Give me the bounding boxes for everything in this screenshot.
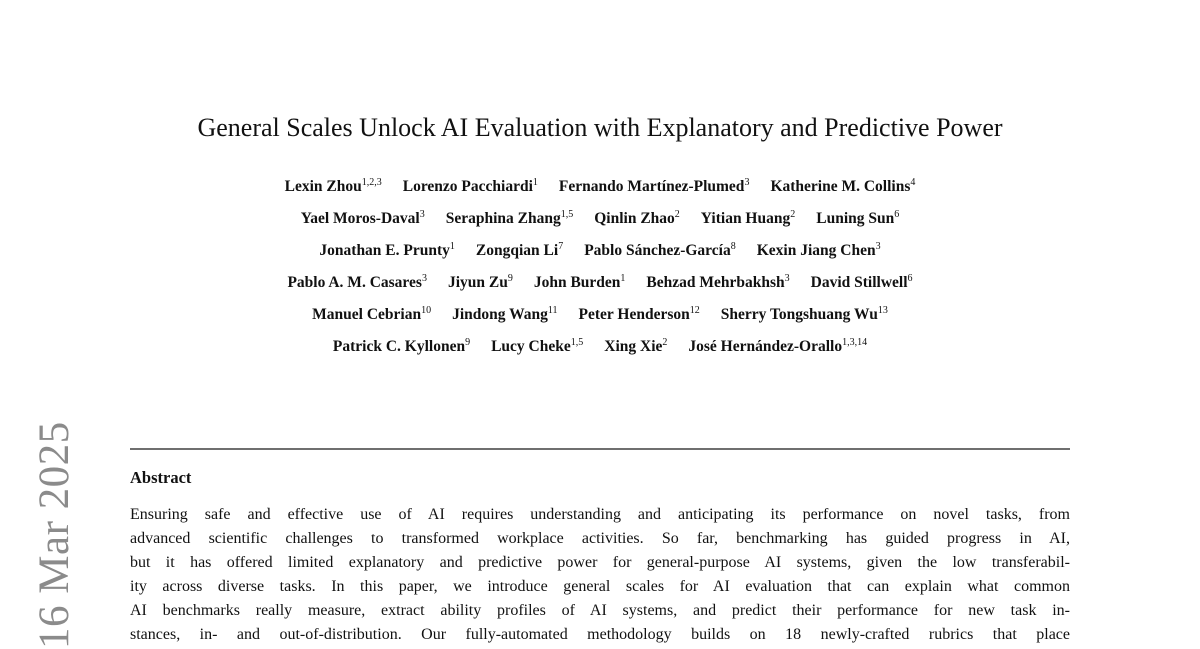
abstract-text-line: but it has offered limited explanatory and predictive power for general-purpose AI systems, given the low transferabil- (130, 554, 1070, 571)
abstract-paragraph (130, 503, 1070, 647)
arxiv-date-watermark: 16 Mar 2025 (31, 421, 78, 649)
author-affiliation-superscript: 1,3,14 (842, 336, 868, 348)
author-row (130, 267, 1070, 299)
author-name: Patrick C. Kyllonen$^9$ (332, 336, 471, 355)
author-affiliation-superscript: 1 (620, 272, 626, 284)
abstract-text-line: AI benchmarks really measure, extract ability profiles of AI systems, and predict their performance for new task in- (130, 602, 1070, 619)
author-affiliation-superscript: 1 (449, 240, 455, 252)
author-affiliation-superscript: 9 (507, 272, 513, 284)
abstract-text-line: Ensuring safe and effective use of AI requires understanding and anticipating its performance on novel tasks, from (130, 506, 1070, 523)
author-affiliation-superscript: 11 (547, 304, 558, 316)
author-affiliation-superscript: 1,5 (560, 208, 574, 220)
author-affiliation-superscript: 1,5 (570, 336, 584, 348)
author-affiliation-superscript: 12 (689, 304, 700, 316)
author-affiliation-superscript: 3 (784, 272, 790, 284)
author-affiliation-superscript: 3 (421, 272, 427, 284)
author-name: Qinlin Zhao$^2$ (594, 208, 680, 227)
abstract-text-line: stances, in- and out-of-distribution. Our fully-automated methodology builds on 18 newly-crafted rubrics that place (130, 626, 1070, 643)
author-affiliation-superscript: 6 (907, 272, 913, 284)
author-affiliation-superscript: 4 (910, 176, 916, 188)
author-affiliation-superscript: 3 (744, 176, 750, 188)
author-affiliation-superscript: 2 (674, 208, 680, 220)
author-affiliation-superscript: 6 (894, 208, 900, 220)
author-name: Seraphina Zhang$^{1,5}$ (445, 208, 574, 227)
author-name: Jonathan E. Prunty$^1$ (319, 240, 455, 259)
author-affiliation-superscript: 10 (421, 304, 432, 316)
author-affiliation-superscript: 9 (465, 336, 471, 348)
author-name: Behzad Mehrbakhsh$^3$ (646, 272, 790, 291)
author-name: Peter Henderson$^{12}$ (578, 304, 700, 323)
author-affiliation-superscript: 1,2,3 (361, 176, 382, 188)
author-name: José Hernández-Orallo$^{1,3,14}$ (688, 336, 868, 355)
author-name: Lexin Zhou$^{1,2,3}$ (284, 176, 382, 195)
author-name: Fernando Martínez-Plumed$^3$ (558, 176, 750, 195)
paper-page (130, 0, 1070, 647)
author-row (130, 331, 1070, 363)
author-name: Kexin Jiang Chen$^3$ (756, 240, 881, 259)
author-affiliation-superscript: 13 (877, 304, 888, 316)
author-affiliation-superscript: 8 (730, 240, 736, 252)
author-name: Lucy Cheke$^{1,5}$ (491, 336, 584, 355)
abstract-text-line: advanced scientific challenges to transformed workplace activities. So far, benchmarking has guided progress in AI, (130, 530, 1070, 547)
author-affiliation-superscript: 3 (419, 208, 425, 220)
author-name: Zongqian Li$^7$ (475, 240, 564, 259)
abstract-heading: Abstract (130, 468, 192, 487)
author-name: Jiyun Zu$^9$ (447, 272, 513, 291)
paper-title: General Scales Unlock AI Evaluation with Explanatory and Predictive Power (197, 113, 1003, 142)
author-row (130, 203, 1070, 235)
author-name: John Burden$^1$ (533, 272, 626, 291)
author-block (130, 171, 1070, 363)
author-affiliation-superscript: 2 (790, 208, 796, 220)
author-name: Manuel Cebrian$^{10}$ (312, 304, 432, 323)
author-row (130, 235, 1070, 267)
author-row (130, 299, 1070, 331)
author-name: Luning Sun$^6$ (816, 208, 900, 227)
author-name: Pablo A. M. Casares$^3$ (287, 272, 427, 291)
author-name: Yitian Huang$^2$ (700, 208, 796, 227)
author-name: Pablo Sánchez-García$^8$ (584, 240, 736, 259)
abstract-divider-rule (130, 448, 1070, 450)
author-row (130, 171, 1070, 203)
author-name: Sherry Tongshuang Wu$^{13}$ (720, 304, 888, 323)
author-affiliation-superscript: 7 (558, 240, 564, 252)
author-name: Lorenzo Pacchiardi$^1$ (402, 176, 538, 195)
author-name: Katherine M. Collins$^4$ (770, 176, 916, 195)
author-name: Jindong Wang$^{11}$ (452, 304, 558, 323)
author-affiliation-superscript: 2 (662, 336, 668, 348)
author-name: Yael Moros-Daval$^3$ (300, 208, 425, 227)
author-name: Xing Xie$^2$ (604, 336, 668, 355)
abstract-text-line: ity across diverse tasks. In this paper, we introduce general scales for AI evaluation that can explain what common (130, 578, 1070, 595)
author-affiliation-superscript: 3 (875, 240, 881, 252)
author-name: David Stillwell$^6$ (810, 272, 913, 291)
author-affiliation-superscript: 1 (532, 176, 538, 188)
